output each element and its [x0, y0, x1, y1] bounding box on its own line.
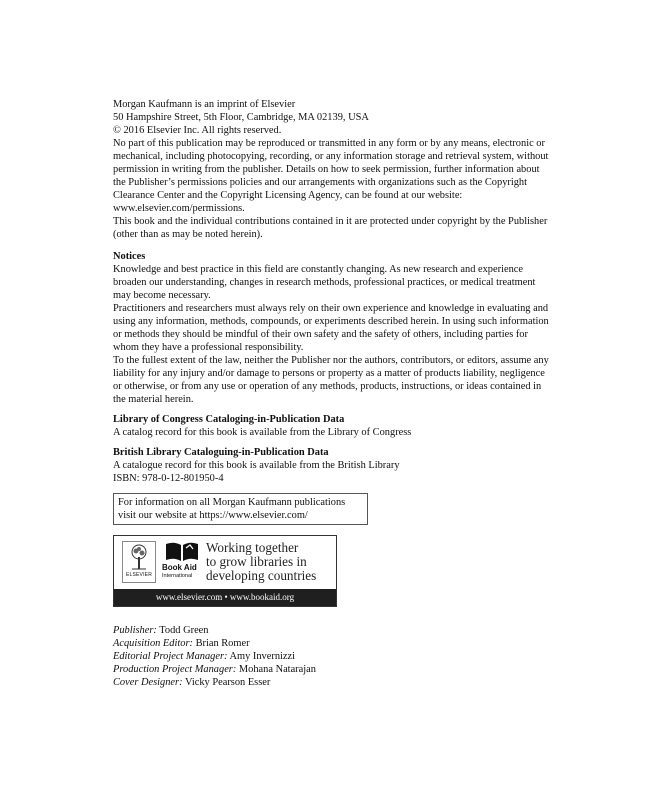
copyright-line: © 2016 Elsevier Inc. All rights reserved.: [113, 125, 282, 136]
copyright-page: [113, 98, 553, 689]
credit-line: [113, 663, 553, 676]
credit-role: Publisher:: [113, 625, 157, 636]
imprint-block: [113, 98, 553, 124]
protection-paragraph: This book and the individual contributions contained in it are protected under copyright by the Publisher (other than as may be noted herein).: [113, 216, 548, 240]
banner-slogan: [206, 541, 334, 583]
credit-name: Mohana Natarajan: [238, 664, 316, 675]
banner-urls: www.elsevier.com • www.bookaid.org: [114, 589, 336, 606]
address-line: 50 Hampshire Street, 5th Floor, Cambridge, MA 02139, USA: [113, 112, 369, 123]
credit-role: Production Project Manager:: [113, 664, 237, 675]
credit-role: Editorial Project Manager:: [113, 651, 228, 662]
notices-paragraph-2: Practitioners and researchers must always rely on their own experience and knowledge in evaluating and using any information, methods, compounds, or experiments described herein. In using such information or methods they should be mindful of their own safety and the safety of others, including parties for whom they have a professional responsibility.: [113, 303, 549, 353]
credit-line: [113, 676, 553, 689]
bl-text: A catalogue record for this book is available from the British Library: [113, 460, 400, 471]
loc-heading: Library of Congress Cataloging-in-Publication Data: [113, 414, 345, 425]
credit-role: Cover Designer:: [113, 677, 183, 688]
credit-name: Brian Romer: [195, 638, 250, 649]
credit-line: [113, 624, 553, 637]
slogan-line-2: to grow libraries in: [206, 554, 307, 569]
permissions-paragraph: No part of this publication may be reproduced or transmitted in any form or by any means, electronic or mechanical, including photocopying, recording, or any information storage and retrieval system, without permission in writing from the publisher. Details on how to seek permission, further information about the Publisher’s permissions policies and our arrangements with organizations such as the Copyright Clearance Center and the Copyright Licensing Agency, can be found at our website: www.elsevier.com/permissions.: [113, 138, 549, 214]
notices-paragraph-1: Knowledge and best practice in this field are constantly changing. As new research and experience broaden our understanding, changes in research methods, professional practices, or medical treatment may become necessary.: [113, 264, 536, 301]
slogan-line-3: developing countries: [206, 568, 317, 583]
bookaid-banner: [113, 535, 337, 607]
bookaid-sub: International: [162, 573, 193, 579]
credit-line: [113, 650, 553, 663]
notices-section: [113, 250, 553, 406]
publications-info-box: [113, 493, 368, 525]
credit-name: Todd Green: [159, 625, 209, 636]
imprint-line: Morgan Kaufmann is an imprint of Elsevier: [113, 99, 296, 110]
loc-section: [113, 413, 553, 439]
slogan-line-1: Working together: [206, 540, 299, 555]
credit-line: [113, 637, 553, 650]
info-line-2: visit our website at https://www.elsevier.com/: [118, 510, 308, 521]
notices-paragraph-3: To the fullest extent of the law, neither the Publisher nor the authors, contributors, or editors, assume any liability for any injury and/or damage to persons or property as a matter of products liability, negligence or otherwise, or from any use or operation of any methods, products, instructions, or ideas contained in the material herein.: [113, 355, 549, 405]
info-line-1: For information on all Morgan Kaufmann publications: [118, 497, 346, 508]
notices-heading: Notices: [113, 251, 146, 262]
open-book-icon: [164, 540, 200, 562]
credit-name: Vicky Pearson Esser: [184, 677, 271, 688]
loc-text: A catalog record for this book is available from the Library of Congress: [113, 427, 412, 438]
banner-logos: [114, 536, 336, 588]
bookaid-name: Book Aid: [162, 563, 197, 572]
credits-list: [113, 624, 553, 689]
bl-heading: British Library Cataloguing-in-Publication Data: [113, 447, 329, 458]
elsevier-logo: [122, 541, 156, 583]
credit-name: Amy Invernizzi: [229, 651, 296, 662]
elsevier-logo-label: ELSEVIER: [125, 572, 153, 578]
bl-section: [113, 446, 553, 472]
credit-role: Acquisition Editor:: [113, 638, 193, 649]
isbn-line: ISBN: 978-0-12-801950-4: [113, 473, 224, 484]
tree-icon: [129, 544, 149, 570]
